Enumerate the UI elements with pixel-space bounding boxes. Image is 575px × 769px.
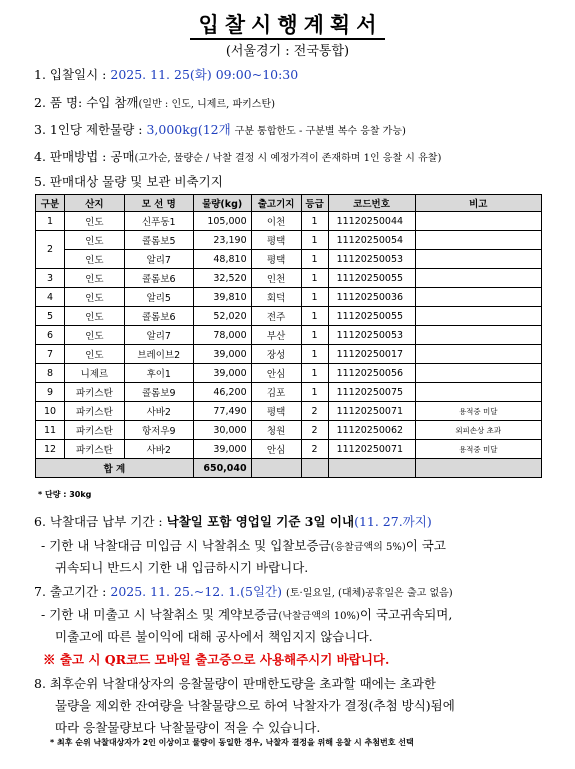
release-period: 7. 출고기간 : 2025. 11. 25.~12. 1.(5일간) (토·일요일, (대체)공휴일은 출고 없음) [34,584,453,599]
sales-table [35,194,542,478]
release-note-2: 미출고에 따른 불이익에 대해 공사에서 책임지지 않습니다. [55,629,373,644]
table-row: 1 인도 신푸동1 105,000 이천 1 11120250044 [36,212,542,231]
table-row: 5 인도 콜롬보6 52,020 전주 1 11120250055 [36,307,542,326]
table-row: 9 파키스탄 콜롬보9 46,200 김포 1 11120250075 [36,383,542,402]
table-row: 6 인도 알리7 78,000 부산 1 11120250053 [36,326,542,345]
document-title: 입찰시행계획서 [0,9,575,39]
rule-8-line-3: 따라 응찰물량보다 낙찰물량이 적을 수 있습니다. [55,720,321,735]
qr-warning: ※ 출고 시 QR코드 모바일 출고증으로 사용해주시기 바랍니다. [43,652,390,667]
document-subtitle: (서울경기 : 전국통합) [225,44,350,59]
table-row: 4 인도 알리5 39,810 회덕 1 11120250036 [36,288,542,307]
release-note-1: - 기한 내 미출고 시 낙찰취소 및 계약보증금(낙찰금액의 10%)이 국고귀속되며, [41,607,453,622]
table-row: 8 니제르 후이1 39,000 안심 1 11120250056 [36,364,542,383]
total-value: 650,040 [193,459,251,478]
header-note: 비고 [415,195,542,212]
table-total-row [36,459,542,478]
header-group: 구분 [36,195,65,212]
table-row: 2 인도 콜롬보5 23,190 평택 1 11120250054 [36,231,542,250]
product-name: 2. 품 명: 수입 참깨(일반 : 인도, 니제르, 파키스탄) [34,95,276,110]
payment-note-2: 귀속되니 반드시 기한 내 입금하시기 바랍니다. [55,560,309,575]
header-base: 출고기지 [251,195,301,212]
table-row: 인도 알리7 48,810 평택 1 11120250053 [36,250,542,269]
sales-method: 4. 판매방법 : 공매(고가순, 물량순 / 낙찰 결정 시 예정가격이 존재하며 1인 응찰 시 유찰) [34,149,442,164]
header-vessel: 모 선 명 [124,195,193,212]
table-row: 12 파키스탄 사바2 39,000 안심 2 11120250071 용적중 미달 [36,440,542,459]
purchase-limit: 3. 1인당 제한물량 : 3,000kg(12개 구분 통합한도 - 구분별 복수 응찰 가능) [34,122,406,137]
header-quantity: 물량(kg) [193,195,251,212]
table-row: 3 인도 콜롬보6 32,520 인천 1 11120250055 [36,269,542,288]
total-label: 합 계 [36,459,194,478]
payment-note-1: - 기한 내 낙찰대금 미입금 시 낙찰취소 및 입찰보증금(응찰금액의 5%)이 국고 [41,538,446,553]
bid-datetime: 1. 입찰일시 : 2025. 11. 25(화) 09:00~10:30 [34,67,299,82]
sales-target-heading: 5. 판매대상 물량 및 보관 비축기지 [34,174,223,189]
header-grade: 등급 [301,195,328,212]
unit-note: * 단량 : 30kg [38,490,92,499]
header-code: 코드번호 [328,195,415,212]
rule-8-line-2: 물량을 제외한 잔여량을 낙찰물량으로 하여 낙찰자가 결정(추첨 방식)됨에 [55,698,455,713]
table-row: 10 파키스탄 사바2 77,490 평택 2 11120250071 용적중 미달 [36,402,542,421]
table-row: 11 파키스탄 항저우9 30,000 청원 2 11120250062 외피손상 초과 [36,421,542,440]
payment-period: 6. 낙찰대금 납부 기간 : 낙찰일 포함 영업일 기준 3일 이내(11. 27.까지) [34,514,432,529]
footnote: * 최후 순위 낙찰대상자가 2인 이상이고 물량이 동일한 경우, 낙찰자 결정을 위해 응찰 시 추첨번호 선택 [50,738,414,747]
header-origin: 산지 [64,195,124,212]
table-header-row [36,195,542,212]
rule-8-line-1: 8. 최후순위 낙찰대상자의 응찰물량이 판매한도량을 초과할 때에는 초과한 [34,676,436,691]
table-row: 7 인도 브레이브2 39,000 장성 1 11120250017 [36,345,542,364]
